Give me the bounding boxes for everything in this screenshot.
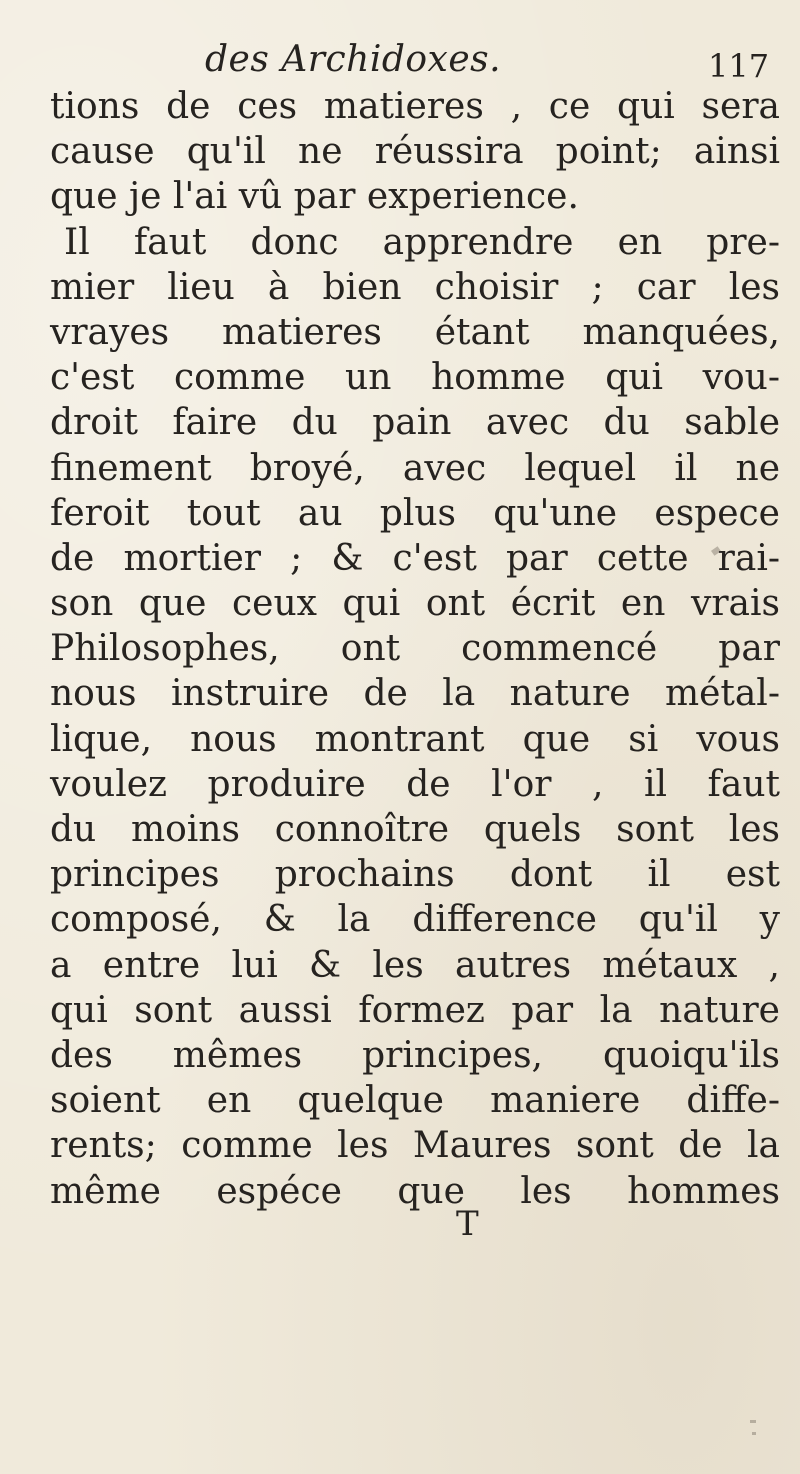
signature-mark: T xyxy=(456,1204,479,1244)
text-line: a entre lui & les autres métaux , xyxy=(50,944,780,986)
text-line: rents; comme les Maures sont de la xyxy=(50,1125,780,1167)
text-line: mier lieu à bien choisir ; car les xyxy=(50,266,780,308)
text-line: c'est comme un homme qui vou- xyxy=(50,357,780,399)
text-line: feroit tout au plus qu'une espece xyxy=(50,492,780,534)
page-number: 117 xyxy=(708,47,770,85)
text-line: de mortier ; & c'est par cette rai- xyxy=(50,537,780,579)
paper-blemish xyxy=(752,1432,756,1435)
text-line: Il faut donc apprendre en pre- xyxy=(64,221,780,263)
text-line: Philosophes, ont commencé par xyxy=(50,628,780,670)
text-line: tions de ces matieres , ce qui sera xyxy=(50,86,780,127)
text-line: des mêmes principes, quoiqu'ils xyxy=(50,1034,780,1076)
text-line: que je l'ai vû par experience. xyxy=(50,176,579,218)
text-line: composé, & la difference qu'il y xyxy=(50,899,780,941)
text-line: qui sont aussi formez par la nature xyxy=(50,989,780,1031)
paper-blemish xyxy=(750,1420,756,1423)
text-line: son que ceux qui ont écrit en vrais xyxy=(50,583,780,625)
text-line: voulez produire de l'or , il faut xyxy=(50,763,780,805)
text-line: principes prochains dont il est xyxy=(50,854,780,896)
text-line: vrayes matieres étant manquées, xyxy=(50,311,780,353)
text-line: finement broyé, avec lequel il ne xyxy=(50,447,780,489)
text-line: lique, nous montrant que si vous xyxy=(50,718,780,760)
body-text xyxy=(50,84,780,1214)
text-line: du moins connoître quels sont les xyxy=(50,809,780,850)
text-line: soient en quelque maniere diffe- xyxy=(50,1080,780,1122)
text-line: nous instruire de la nature métal- xyxy=(50,673,780,715)
text-line: cause qu'il ne réussira point; ainsi xyxy=(50,131,780,173)
text-line: droit faire du pain avec du sable xyxy=(50,402,780,444)
running-head: des Archidoxes. xyxy=(205,39,502,80)
text-line: même espéce que les hommes xyxy=(50,1170,780,1212)
